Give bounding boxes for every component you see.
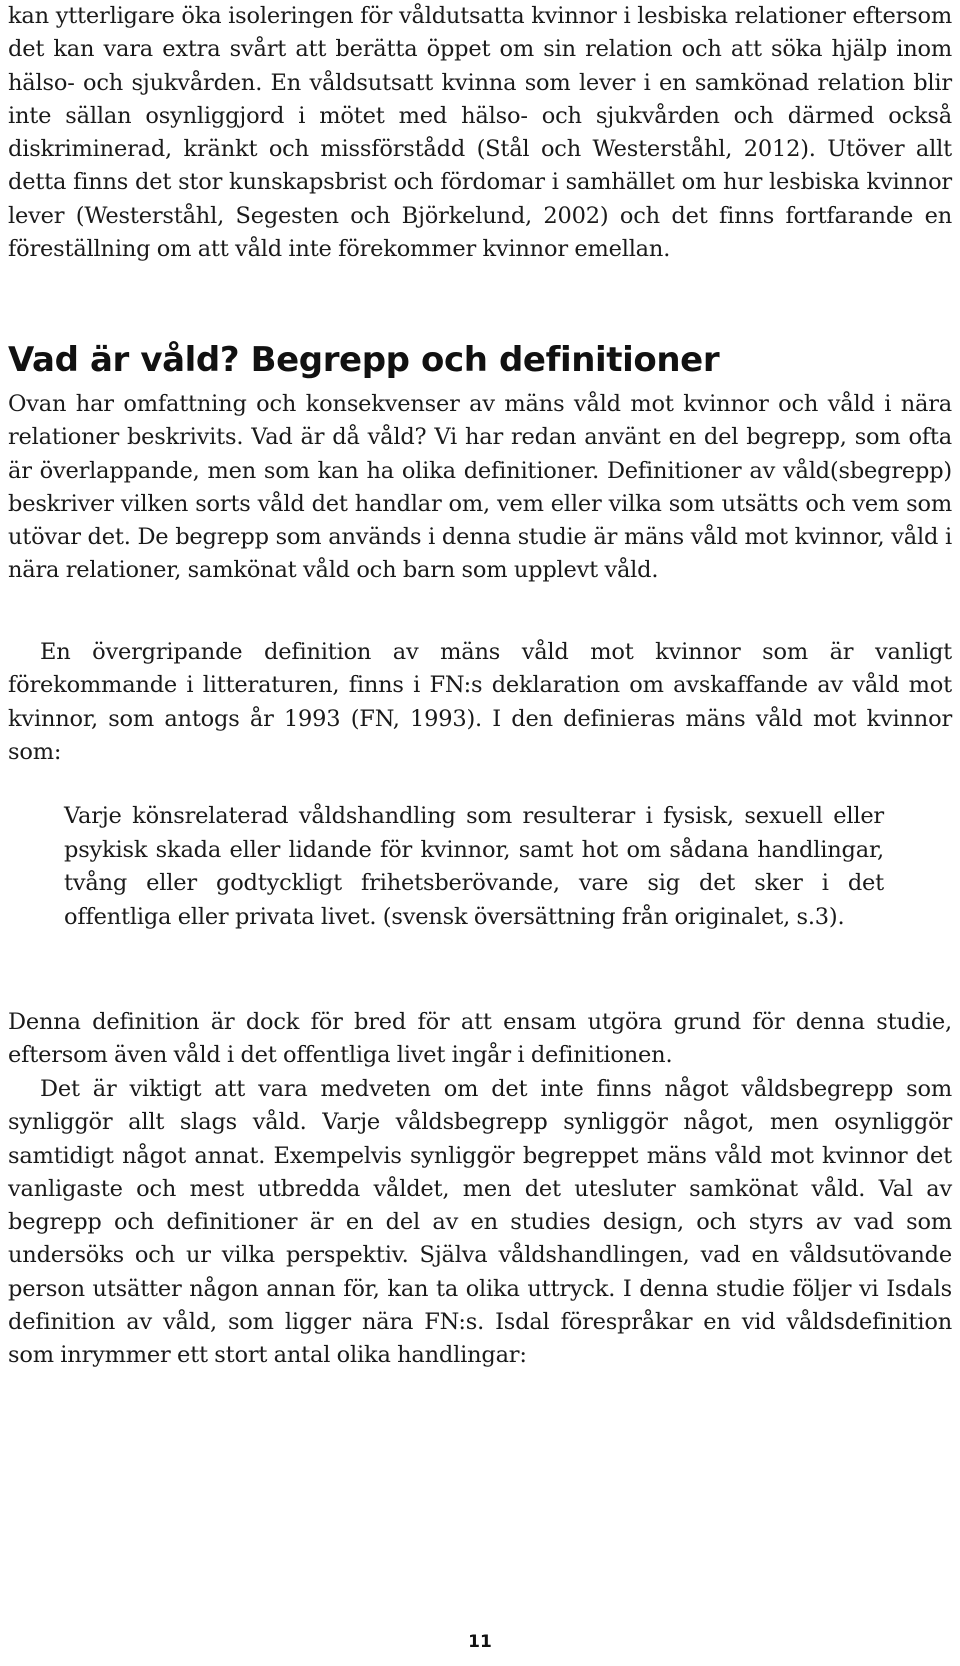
paragraph-section-4: Det är viktigt att vara medveten om det inte finns något våldsbegrepp som synliggör allt slags våld. Varje våldsbegrepp synliggör något, men osynliggör samtidigt något annat. Exempelvis synliggör begreppet mäns våld mot kvinnor det vanligaste och mest utbredda våldet, men det utesluter samkönat våld. Val av begrepp och definitioner är en del av en studies design, och styrs av vad som undersöks och ur vilka perspektiv. Själva våldshandlingen, vad en våldsutövande person utsätter någon annan för, kan ta olika uttryck. I denna studie följer vi Isdals definition av våld, som ligger nära FN:s. Isdal förespråkar en vid våldsdefinition som inrymmer ett stort antal olika handlingar: bbox=[8, 1076, 952, 1369]
paragraph-section-3: Denna definition är dock för bred för att ensam utgöra grund för denna studie, eftersom även våld i det offentliga livet ingår i definitionen. bbox=[8, 1009, 952, 1069]
paragraph-section-1: Ovan har omfattning och konsekvenser av mäns våld mot kvinnor och våld i nära relationer beskrivits. Vad är då våld? Vi har redan använt en del begrepp, som ofta är överlappande, men som kan ha olika definitioner. Definitioner av våld(sbegrepp) beskriver vilken sorts våld det handlar om, vem eller vilka som utsätts och vem som utövar det. De begrepp som används i denna studie är mäns våld mot kvinnor, våld i nära relationer, samkönat våld och barn som upplevt våld. bbox=[8, 391, 952, 584]
block-quote: Varje könsrelaterad våldshandling som resulterar i fysisk, sexuell eller psykisk skada eller lidande för kvinnor, samt hot om sådana handlingar, tvång eller godtyckligt frihetsberövande, vare sig det sker i det offentliga eller privata livet. (svensk översättning från originalet, s.3). bbox=[64, 803, 884, 930]
paragraph-intro: kan ytterligare öka isoleringen för våldutsatta kvinnor i lesbiska relationer eftersom det kan vara extra svårt att berätta öppet om sin relation och att söka hjälp inom hälso- och sjukvården. En våldsutsatt kvinna som lever i en samkönad relation blir inte sällan osynliggjord i mötet med hälso- och sjukvården och därmed också diskriminerad, kränkt och missförstådd (Stål och Westerståhl, 2012). Utöver allt detta finns det stor kunskapsbrist och fördomar i samhället om hur lesbiska kvinnor lever (Westerståhl, Segesten och Björkelund, 2002) och det finns fortfarande en föreställning om att våld inte förekommer kvinnor emellan. bbox=[8, 3, 952, 263]
paragraph-section-2: En övergripande definition av mäns våld mot kvinnor som är vanligt förekommande i litteraturen, finns i FN:s deklaration om avskaffande av våld mot kvinnor, som antogs år 1993 (FN, 1993). I den definieras mäns våld mot kvinnor som: bbox=[8, 639, 952, 765]
section-heading: Vad är våld? Begrepp och definitioner bbox=[8, 340, 720, 380]
page-number: 11 bbox=[468, 1632, 492, 1652]
